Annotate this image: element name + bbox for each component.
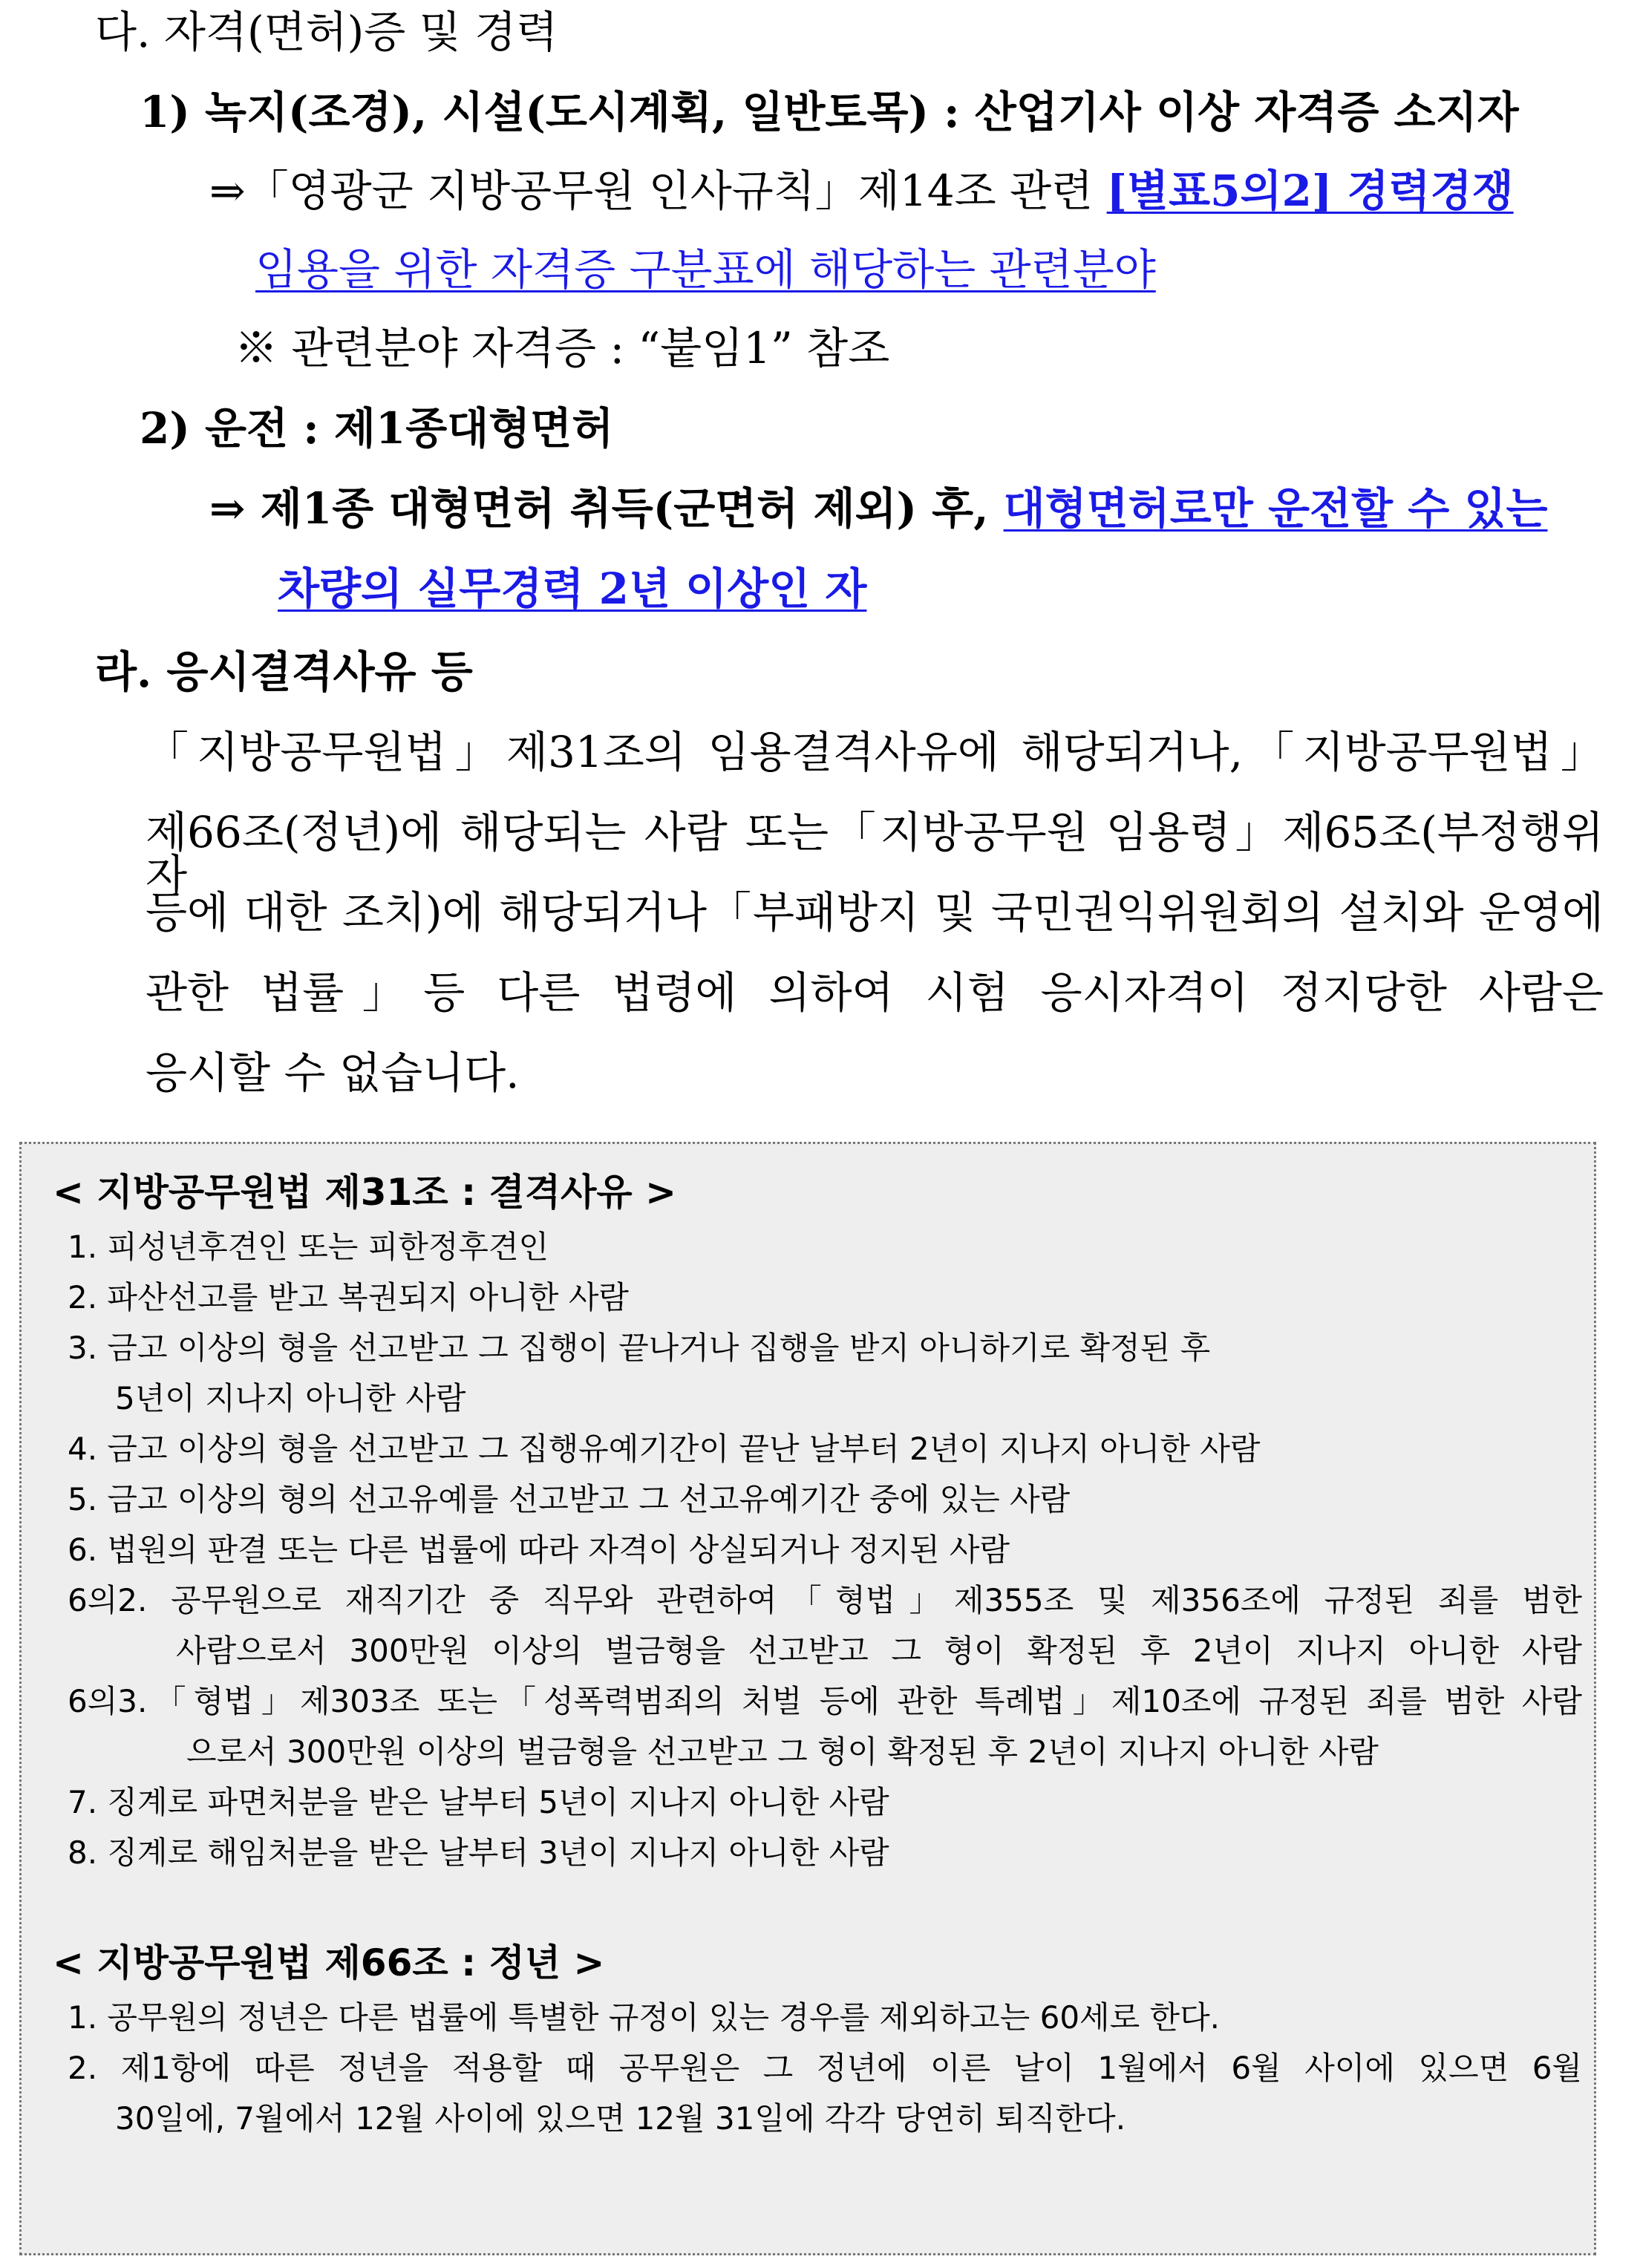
article-31-line: 5. 금고 이상의 형의 선고유예를 선고받고 그 선고유예기간 중에 있는 사람 [68, 1481, 1071, 1517]
article-66-line: 1. 공무원의 정년은 다른 법률에 특별한 규정이 있는 경우를 제외하고는 60세로 한다. [68, 1999, 1221, 2036]
article-31-line: 7. 징계로 파면처분을 받은 날부터 5년이 지나지 아니한 사람 [68, 1784, 889, 1820]
annex-link-line2[interactable]: 임용을 위한 자격증 구분표에 해당하는 관련분야 [255, 244, 1156, 295]
qualification-item-2: 2) 운전 : 제1종대형면허 [140, 403, 614, 454]
experience-link-line2[interactable]: 차량의 실무경력 2년 이상인 자 [278, 563, 867, 614]
qualification-item-1-detail [209, 166, 1514, 216]
article-31-line: 8. 징계로 해임처분을 받은 날부터 3년이 지나지 아니한 사람 [68, 1834, 889, 1871]
article-31-line: 1. 피성년후견인 또는 피한정후견인 [68, 1229, 549, 1265]
article-31-line: 5년이 지나지 아니한 사람 [115, 1380, 466, 1416]
article-66-line: 30일에, 7월에서 12월 사이에 있으면 12월 31일에 각각 당연히 퇴직한다. [115, 2100, 1126, 2137]
article-31-line: 2. 파산선고를 받고 복권되지 아니한 사람 [68, 1279, 629, 1316]
annex-link-line1[interactable]: [별표5의2] 경력경쟁 [1106, 166, 1514, 216]
rule-reference: ⇒「영광군 지방공무원 인사규칙」제14조 관련 [209, 166, 1107, 216]
article-31-title: < 지방공무원법 제31조 : 결격사유 > [53, 1171, 676, 1214]
article-31-line: 4. 금고 이상의 형을 선고받고 그 집행유예기간이 끝난 날부터 2년이 지나지 아니한 사람 [68, 1431, 1261, 1467]
license-requirement: ⇒ 제1종 대형면허 취득(군면허 제외) 후, [209, 483, 1004, 534]
section-heading-ra: 라. 응시결격사유 등 [95, 647, 473, 697]
qualification-item-2-detail [209, 483, 1548, 534]
experience-link-line1[interactable]: 대형면허로만 운전할 수 있는 [1003, 483, 1548, 534]
law-reference-box [19, 1142, 1596, 2255]
disqualification-paragraph-line: 관한 법률」등 다른 법령에 의하여 시험 응시자격이 정지당한 사람은 [146, 967, 1604, 1018]
disqualification-paragraph-line: 제66조(정년)에 해당되는 사람 또는「지방공무원 임용령」제65조(부정행위자 [146, 807, 1604, 901]
article-31-line: 6의3.「형법」제303조 또는「성폭력범죄의 처벌 등에 관한 특례법」제10조에 규정된 죄를 범한 사람 [68, 1683, 1582, 1719]
related-field-note: ※ 관련분야 자격증 : “붙임1” 참조 [235, 323, 890, 373]
article-31-line: 으로서 300만원 이상의 벌금형을 선고받고 그 형이 확정된 후 2년이 지나지 아니한 사람 [186, 1733, 1379, 1770]
article-31-line: 6의2. 공무원으로 재직기간 중 직무와 관련하여「형법」제355조 및 제356조에 규정된 죄를 범한 [68, 1582, 1582, 1618]
article-66-title: < 지방공무원법 제66조 : 정년 > [53, 1941, 605, 1984]
article-66-line: 2. 제1항에 따른 정년을 적용할 때 공무원은 그 정년에 이른 날이 1월에서 6월 사이에 있으면 6월 [68, 2050, 1582, 2086]
disqualification-paragraph-line: 「지방공무원법」제31조의 임용결격사유에 해당되거나,「지방공무원법」 [146, 727, 1604, 777]
qualification-item-1: 1) 녹지(조경), 시설(도시계획, 일반토목) : 산업기사 이상 자격증 소지자 [140, 87, 1519, 137]
section-heading-da: 다. 자격(면허)증 및 경력 [95, 7, 558, 57]
article-31-line: 사람으로서 300만원 이상의 벌금형을 선고받고 그 형이 확정된 후 2년이 지나지 아니한 사람 [176, 1633, 1582, 1669]
article-31-line: 6. 법원의 판결 또는 다른 법률에 따라 자격이 상실되거나 정지된 사람 [68, 1532, 1010, 1568]
disqualification-paragraph-line: 등에 대한 조치)에 해당되거나「부패방지 및 국민권익위원회의 설치와 운영에 [146, 887, 1604, 938]
disqualification-paragraph-line: 응시할 수 없습니다. [146, 1048, 520, 1098]
article-31-line: 3. 금고 이상의 형을 선고받고 그 집행이 끝나거나 집행을 받지 아니하기로 확정된 후 [68, 1330, 1211, 1366]
